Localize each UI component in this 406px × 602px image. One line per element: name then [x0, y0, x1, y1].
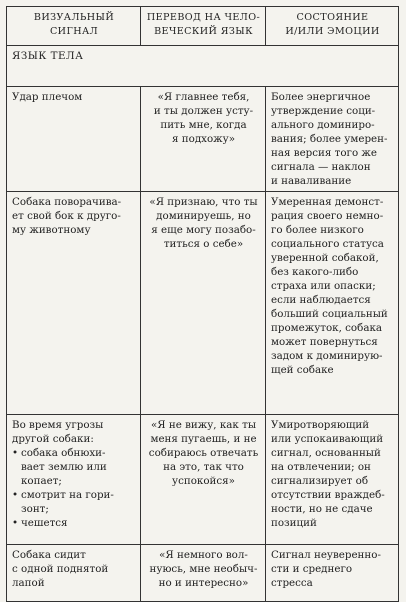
translation-cell: «Я признаю, что ты доминируешь, но я еще могу позабо- титься о себе» — [141, 192, 266, 415]
table-row — [7, 87, 399, 192]
bullet-item: • собака обнюхи- вает землю или копает; — [12, 446, 136, 488]
state-cell: Более энергичное утверждение соци- ального доминиро- вания; более умерен- ная версия того же сигнала — наклон и наваливание — [266, 87, 399, 192]
signals-table — [6, 6, 399, 602]
bullet-item: • чешется — [12, 516, 136, 530]
table-row — [7, 415, 399, 545]
state-cell: Умиротворяющий или успокаивающий сигнал, основанный на отвлечении; он сигнализирует об отсутствии враждеб- ности, но не сдаче позиций — [266, 415, 399, 545]
translation-cell: «Я немного вол- нуюсь, мне необыч- но и интересно» — [141, 545, 266, 602]
translation-cell: «Я не вижу, как ты меня пугаешь, и не собираюсь отвечать на это, так что успокойся» — [141, 415, 266, 545]
translation-cell: «Я главнее тебя, и ты должен усту- пить мне, когда я подхожу» — [141, 87, 266, 192]
header-state-emotions: СОСТОЯНИЕ И/ИЛИ ЭМОЦИИ — [266, 7, 399, 46]
signal-cell: Собака сидит с одной поднятой лапой — [7, 545, 141, 602]
signal-bullet-list — [12, 446, 136, 530]
table-row — [7, 192, 399, 415]
header-human-translation: ПЕРЕВОД НА ЧЕЛО- ВЕЧЕСКИЙ ЯЗЫК — [141, 7, 266, 46]
state-cell: Сигнал неуверенно- сти и среднего стресса — [266, 545, 399, 602]
section-row — [7, 46, 399, 87]
header-visual-signal: ВИЗУАЛЬНЫЙ СИГНАЛ — [7, 7, 141, 46]
state-cell: Умеренная демонст- рация своего немно- го более низкого социального статуса уверенной собакой, без какого-либо страха или опаски; если наблюдается больший социальный промежуток, собака может повернуться задом к доминирую- щей собаке — [266, 192, 399, 415]
section-title-body-language: ЯЗЫК ТЕЛА — [7, 46, 399, 87]
signal-cell: Собака поворачива- ет свой бок к друго- му животному — [7, 192, 141, 415]
signal-intro: Во время угрозы другой собаки: — [12, 419, 104, 445]
signal-cell — [7, 415, 141, 545]
bullet-item: • смотрит на гори- зонт; — [12, 488, 136, 516]
signal-cell: Удар плечом — [7, 87, 141, 192]
header-row — [7, 7, 399, 46]
table-row — [7, 545, 399, 602]
